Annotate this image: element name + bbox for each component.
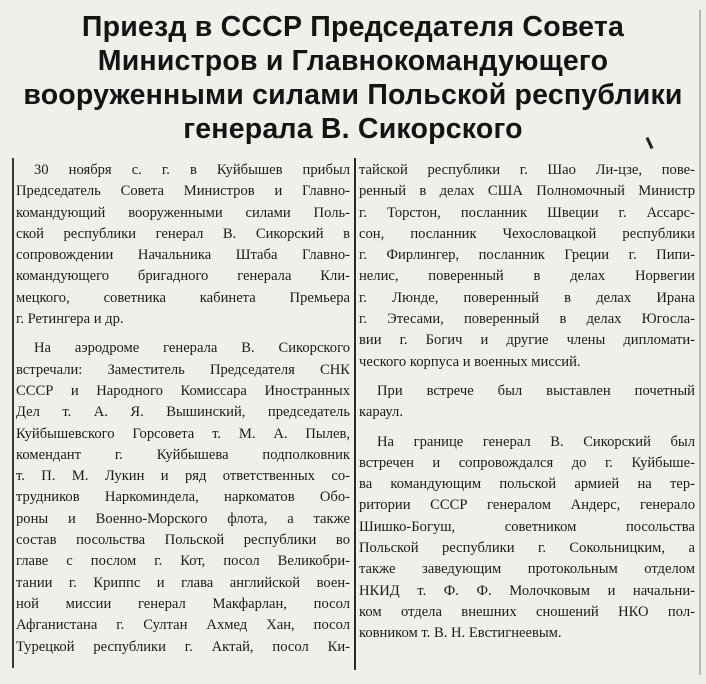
text-line: ковником т. В. Н. Евстигнеевым. [359, 625, 562, 642]
paragraph-gap [359, 424, 695, 432]
text-line: Польской республики г. Сокольницким, а [359, 540, 695, 557]
left-column-rule [12, 158, 14, 668]
text-line: командующий вооруженными силами Поль- [16, 204, 350, 221]
text-line: СССР и Народного Комиссара Иностранных [16, 382, 350, 399]
text-line: роны и Военно-Морского флота, а также [16, 510, 350, 527]
column-divider [354, 158, 356, 670]
headline-line: вооруженными силами Польской республики [23, 79, 683, 111]
text-line: мецкого, советника кабинета Премьера [16, 289, 350, 306]
text-line: г. Люнде, поверенный в делах Ирана [359, 289, 695, 306]
article-column-left [16, 160, 350, 658]
text-line: ритории СССР генералом Андерс, генерало [359, 497, 695, 514]
text-line: Шишко-Богуш, советником посольства [359, 518, 695, 535]
text-line: командующего бригадного генерала Кли- [16, 268, 350, 285]
text-line: сопровождении Начальника Штаба Главно- [16, 247, 350, 264]
text-line: Афганистана г. Султан Ахмед Хан, посол [16, 617, 350, 634]
text-line: При встрече был выставлен почетный [377, 382, 695, 399]
text-line: На аэродроме генерала В. Сикорского [34, 340, 350, 357]
text-line: тании г. Криппс и глава английской воен- [16, 574, 350, 591]
article-column-right [359, 160, 695, 645]
headline-line: Министров и Главнокомандующего [97, 45, 609, 77]
text-line: Председатель Совета Министров и Главно- [16, 183, 350, 200]
text-line: На границе генерал В. Сикорский был [377, 433, 695, 450]
text-line: Дел т. А. Я. Вышинский, председатель [16, 404, 350, 421]
text-line: сон, посланник Чехословацкой республики [359, 225, 695, 242]
text-line: г. Этесами, поверенный в делах Югосла- [359, 311, 695, 328]
text-line: НКИД т. Ф. Ф. Молочковым и начальни- [359, 582, 695, 599]
text-line: состав посольства Польской республики во [16, 532, 350, 549]
page-edge-rule [699, 10, 701, 675]
text-line: Турецкой республики г. Актай, посол Ки- [16, 638, 350, 655]
text-line: ва командующим польской армией на тер- [359, 476, 695, 493]
text-line: г. Торстон, посланник Швеции г. Ассарс- [359, 204, 695, 221]
text-line: ком отдела внешних сношений НКО пол- [359, 603, 695, 620]
text-line: нелис, поверенный в делах Норвегии [359, 268, 695, 285]
paragraph-gap [359, 373, 695, 381]
text-line: ной миссии генерал Макфарлан, посол [16, 595, 350, 612]
text-line: ческого корпуса и военных миссий. [359, 353, 581, 370]
headline-line: генерала В. Сикорского [183, 113, 523, 145]
paragraph-gap [16, 330, 350, 338]
article-headline [0, 10, 706, 146]
text-line: ской республики генерал В. Сикорский в [16, 225, 350, 242]
text-line: главе с послом г. Кот, посол Великобри- [16, 553, 350, 570]
text-line: вии г. Богич и другие члены дипломати- [359, 332, 695, 349]
text-line: ренный в делах США Полномочный Министр [359, 183, 695, 200]
text-line: тайской республики г. Шао Ли-цзе, пове- [359, 162, 695, 178]
headline-line: Приезд в СССР Председателя Совета [81, 11, 625, 43]
text-line: трудников Наркоминдела, наркоматов Обо- [16, 489, 350, 506]
text-line: встречали: Заместитель Председателя СНК [16, 361, 350, 378]
text-line: Куйбышевского Горсовета т. М. А. Пылев, [16, 425, 350, 442]
text-line: встречен и сопровождался до г. Куйбыше- [359, 454, 695, 471]
text-line: г. Ретингера и др. [16, 311, 124, 328]
text-line: г. Фирлингер, посланник Греции г. Пипи- [359, 247, 695, 264]
text-line: также заведующим протокольным отделом [359, 561, 695, 578]
text-line: караул. [359, 404, 403, 421]
text-line: комендант г. Куйбышева подполковник [16, 446, 350, 463]
text-line: т. П. М. Лукин и ряд ответственных со- [16, 468, 350, 485]
text-line: 30 ноября с. г. в Куйбышев прибыл [34, 162, 350, 178]
